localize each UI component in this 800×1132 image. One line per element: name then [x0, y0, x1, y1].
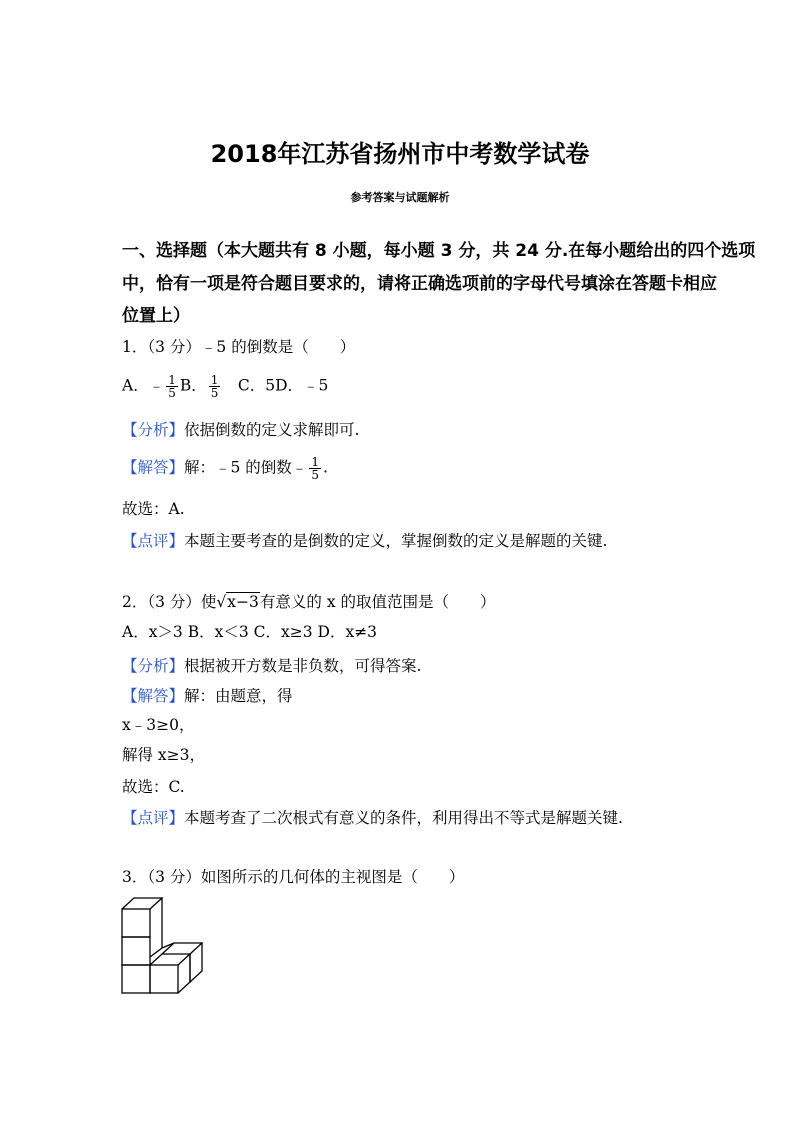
fraction-denominator: 5 — [311, 468, 319, 482]
radicand: x−3 — [227, 593, 259, 611]
q1-stem: 1．（3 分）﹣5 的倒数是（ ） — [122, 338, 356, 356]
radical-sign: √ — [216, 593, 227, 611]
comment-tag: 【点评】 — [122, 532, 185, 550]
analysis-tag: 【分析】 — [122, 421, 185, 439]
cube-top-face — [162, 943, 202, 954]
q2-stem-post: 有意义的 x 的取值范围是（ ） — [259, 593, 496, 611]
comment-text: 本题考查了二次根式有意义的条件，利用得出不等式是解题关键. — [184, 809, 623, 827]
q1-options-rest: C．5D．﹣5 — [222, 376, 329, 395]
analysis-tag: 【分析】 — [122, 657, 185, 675]
q1-analysis — [122, 419, 359, 441]
cube-top-face — [122, 898, 162, 909]
q2-stem — [122, 591, 496, 613]
section-heading-line-1: 一、选择题（本大题共有 8 小题，每小题 3 分，共 24 分.在每小题给出的四个选项 — [122, 241, 756, 261]
answer-tag: 【解答】 — [122, 687, 185, 705]
q2-analysis — [122, 655, 421, 677]
q2-radical — [216, 591, 259, 613]
q2-step-2: 解得 x≥3， — [122, 746, 206, 764]
fraction-denominator: 5 — [168, 386, 176, 400]
q1-answer — [122, 456, 328, 481]
fraction-numerator: 1 — [210, 373, 219, 387]
cube-edge — [178, 982, 190, 993]
cube-top-face — [150, 954, 190, 965]
comment-tag: 【点评】 — [122, 809, 185, 827]
section-heading-line-3: 位置上） — [122, 306, 190, 326]
q2-step-1: x﹣3≥0， — [122, 716, 195, 734]
q1-option-b-fraction — [209, 374, 221, 399]
section-heading-line-2: 中，恰有一项是符合题目要求的，请将正确选项前的字母代号填涂在答题卡相应 — [122, 274, 717, 294]
q2-choice: 故选：C. — [122, 778, 185, 796]
q1-options — [122, 374, 328, 399]
q2-stem-pre: 2．（3 分）使 — [122, 593, 217, 611]
fraction-numerator: 1 — [168, 373, 176, 387]
q1-option-a-fraction — [166, 374, 178, 399]
cube-face — [122, 909, 150, 937]
q1-choice: 故选：A. — [122, 500, 185, 518]
answer-text: 解：﹣5 的倒数﹣ — [184, 458, 308, 477]
q2-comment — [122, 807, 623, 829]
q1-option-a-prefix: A．﹣ — [122, 376, 165, 395]
analysis-text: 根据被开方数是非负数，可得答案. — [184, 657, 422, 675]
q3-stem: 3．（3 分）如图所示的几何体的主视图是（ ） — [122, 868, 465, 886]
geometry-solid-figure — [120, 895, 220, 1000]
q2-options: A．x＞3 B．x＜3 C．x≥3 D．x≠3 — [122, 623, 378, 641]
fraction-numerator: 1 — [311, 455, 319, 469]
page-subtitle: 参考答案与试题解析 — [350, 191, 450, 204]
page-title: 2018年江苏省扬州市中考数学试卷 — [210, 140, 590, 168]
q1-option-b-prefix: B． — [179, 376, 207, 395]
fraction-denominator: 5 — [210, 386, 219, 400]
answer-end: . — [322, 458, 328, 477]
comment-text: 本题主要考查的是倒数的定义，掌握倒数的定义是解题的关键. — [184, 532, 608, 550]
analysis-text: 依据倒数的定义求解即可. — [184, 421, 360, 439]
cube-face — [122, 965, 150, 993]
q1-comment — [122, 530, 607, 552]
q1-answer-fraction — [309, 456, 321, 481]
answer-text: 解：由题意，得 — [184, 687, 293, 705]
q2-answer — [122, 685, 293, 707]
cube-face — [150, 965, 178, 993]
answer-tag: 【解答】 — [122, 458, 185, 477]
cube-face — [122, 937, 150, 965]
cube-stack-drawing — [122, 898, 202, 993]
